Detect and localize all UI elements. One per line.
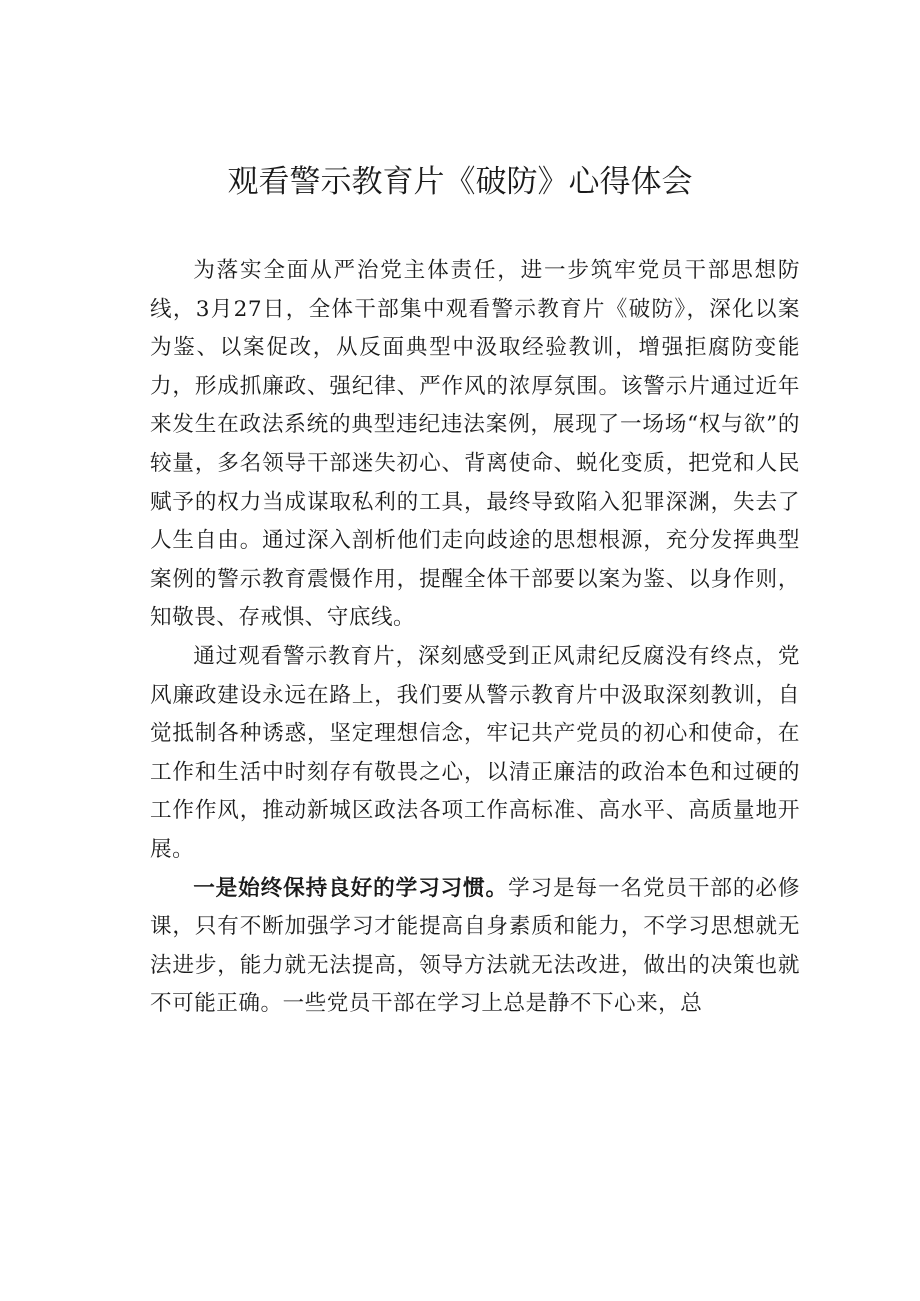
paragraph-text: 通过观看警示教育片，深刻感受到正风肃纪反腐没有终点，党风廉政建设永远在路上，我们要从警示教育片中汲取深刻教训，自觉抵制各种诱惑，坚定理想信念，牢记共产党员的初心和使命，在工作和生活中时刻存有敬畏之心，以清正廉洁的政治本色和过硬的工作作风，推动新城区政法各项工作高标准、高水平、高质量地开展。 <box>150 643 800 862</box>
paragraph-lead: 一是始终保持良好的学习习惯。 <box>193 875 509 901</box>
paragraph-text: 为落实全面从严治党主体责任，进一步筑牢党员干部思想防线，3月27日，全体干部集中观看警示教育片《破防》，深化以案为鉴、以案促改，从反面典型中汲取经验教训，增强拒腐防变能力，形成抓廉政、强纪律、严作风的浓厚氛围。该警示片通过近年来发生在政法系统的典型违纪违法案例，展现了一场场“权与欲”的较量，多名领导干部迷失初心、背离使命、蜕化变质，把党和人民赋予的权力当成谋取私利的工具，最终导致陷入犯罪深渊，失去了人生自由。通过深入剖析他们走向歧途的思想根源，充分发挥典型案例的警示教育震慑作用，提醒全体干部要以案为鉴、以身作则，知敬畏、存戒惧、守底线。 <box>150 258 800 631</box>
paragraph-1 <box>150 252 800 638</box>
document-title: 观看警示教育片《破防》心得体会 <box>227 164 693 200</box>
document-body <box>150 252 800 1024</box>
paragraph-3 <box>150 870 800 1024</box>
paragraph-2 <box>150 638 800 870</box>
paragraph-text: 学习是每一名党员干部的必修课，只有不断加强学习才能提高自身素质和能力，不学习思想就无法进步，能力就无法提高，领导方法就无法改进，做出的决策也就不可能正确。一些党员干部在学习上总是静不下心来，总 <box>150 875 800 1017</box>
